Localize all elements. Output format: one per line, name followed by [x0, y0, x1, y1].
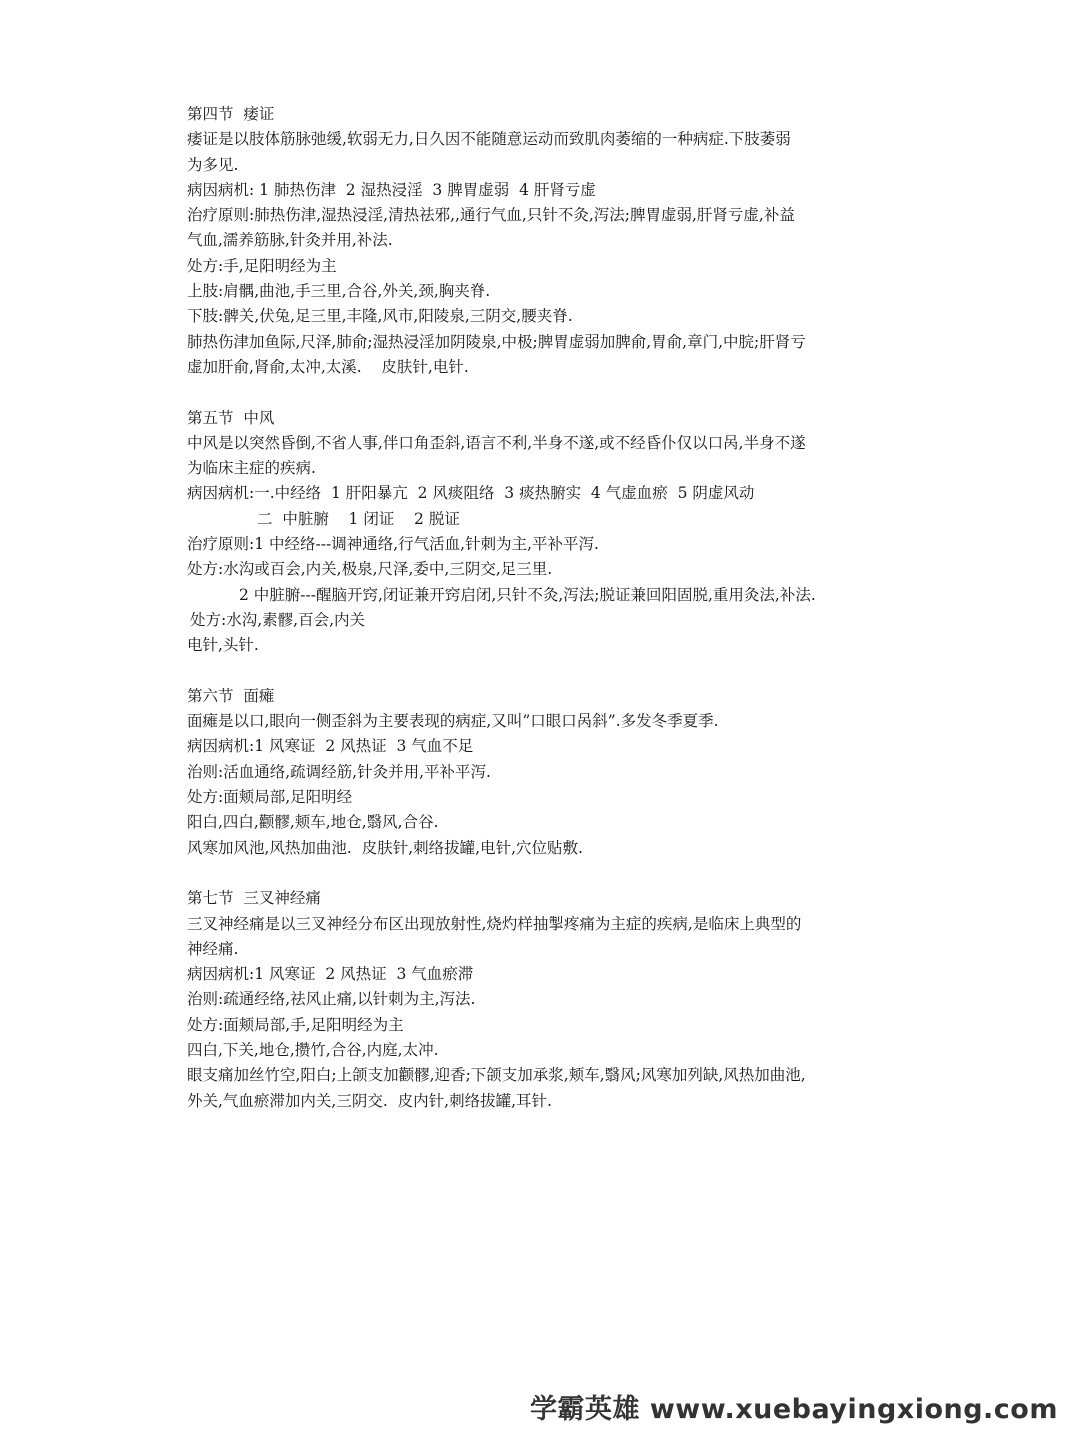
text-line: 面瘫是以口,眼向一侧歪斜为主要表现的病症,又叫”口眼口呙斜”.多发冬季夏季. — [187, 712, 719, 731]
text-line: 风寒加风池,风热加曲池. 皮肤针,刺络拔罐,电针,穴位贴敷. — [187, 838, 583, 857]
text-line: 气血,濡养筋脉,针灸并用,补法. — [187, 231, 393, 250]
text-line: 三叉神经痛是以三叉神经分布区出现放射性,烧灼样抽掣疼痛为主症的疾病,是临床上典型的 — [187, 914, 802, 933]
document-body — [187, 102, 907, 1114]
section-3 — [187, 684, 907, 861]
text-line: 2 中脏腑---醒脑开窍,闭证兼开窍启闭,只针不灸,泻法;脱证兼回阳固脱,重用灸法,补法. — [239, 585, 816, 604]
section-2 — [187, 406, 907, 659]
text-line: 处方:面颊局部,手,足阳明经为主 — [187, 1015, 404, 1034]
text-line: 痿证是以肢体筋脉弛缓,软弱无力,日久因不能随意运动而致肌肉萎缩的一种病症.下肢萎弱 — [187, 130, 791, 149]
text-line: 二 中脏腑 1 闭证 2 脱证 — [257, 509, 460, 528]
text-line: 病因病机: 1 肺热伤津 2 湿热浸淫 3 脾胃虚弱 4 肝肾亏虚 — [187, 180, 596, 199]
section-heading: 第四节 痿证 — [187, 105, 275, 123]
section-4 — [187, 886, 907, 1114]
text-line: 处方:手,足阳明经为主 — [187, 256, 337, 275]
text-line: 外关,气血瘀滞加内关,三阴交. 皮内针,刺络拔罐,耳针. — [187, 1091, 552, 1110]
section-heading: 第六节 面瘫 — [187, 686, 275, 705]
text-line: 治疗原则:肺热伤津,湿热浸淫,清热祛邪,,通行气血,只针不灸,泻法;脾胃虚弱,肝肾亏虚,补益 — [187, 206, 795, 225]
text-line: 病因病机:1 风寒证 2 风热证 3 气血不足 — [187, 737, 474, 756]
text-line: 治则:疏通经络,祛风止痛,以针刺为主,泻法. — [187, 990, 476, 1009]
text-line: 肺热伤津加鱼际,尺泽,肺俞;湿热浸淫加阴陵泉,中极;脾胃虚弱加脾俞,胃俞,章门,中脘;肝肾亏 — [187, 332, 806, 351]
text-line: 眼支痛加丝竹空,阳白;上颌支加颧髎,迎香;下颌支加承浆,颊车,翳风;风寒加列缺,风热加曲池, — [187, 1066, 806, 1085]
section-heading: 第七节 三叉神经痛 — [187, 889, 321, 908]
section-1 — [187, 102, 907, 380]
text-line: 阳白,四白,颧髎,颊车,地仓,翳风,合谷. — [187, 813, 439, 832]
text-line: 四白,下关,地仓,攒竹,合谷,内庭,太冲. — [187, 1040, 439, 1059]
text-line: 神经痛. — [187, 939, 239, 958]
section-gap — [187, 380, 907, 405]
text-line: 虚加肝俞,肾俞,太冲,太溪. 皮肤针,电针. — [187, 357, 469, 376]
text-line: 下肢:髀关,伏兔,足三里,丰隆,风市,阳陵泉,三阴交,腰夹脊. — [187, 307, 573, 326]
text-line: 病因病机:一.中经络 1 肝阳暴亢 2 风痰阻络 3 痰热腑实 4 气虚血瘀 5 阴虚风动 — [187, 484, 755, 503]
text-line: 为临床主症的疾病. — [187, 459, 316, 478]
section-gap — [187, 659, 907, 684]
text-line: 中风是以突然昏倒,不省人事,伴口角歪斜,语言不利,半身不遂,或不经昏仆仅以口呙,半身不遂 — [187, 433, 806, 452]
text-line: 病因病机:1 风寒证 2 风热证 3 气血瘀滞 — [187, 965, 474, 984]
text-line: 处方:面颊局部,足阳明经 — [187, 788, 353, 807]
text-line: 治疗原则:1 中经络---调神通络,行气活血,针刺为主,平补平泻. — [187, 535, 599, 554]
text-line: 处方:水沟或百会,内关,极泉,尺泽,委中,三阴交,足三里. — [187, 560, 553, 579]
text-line: 电针,头针. — [187, 636, 259, 655]
section-heading: 第五节 中风 — [187, 408, 275, 427]
section-gap — [187, 861, 907, 886]
text-line: 上肢:肩髃,曲池,手三里,合谷,外关,颈,胸夹脊. — [187, 282, 491, 301]
text-line: 治则:活血通络,疏调经筋,针灸并用,平补平泻. — [187, 762, 491, 781]
text-line: 处方:水沟,素髎,百会,内关 — [190, 610, 366, 629]
text-line: 为多见. — [187, 155, 239, 174]
site-watermark: 学霸英雄 www.xuebayingxiong.com — [529, 1394, 1058, 1425]
